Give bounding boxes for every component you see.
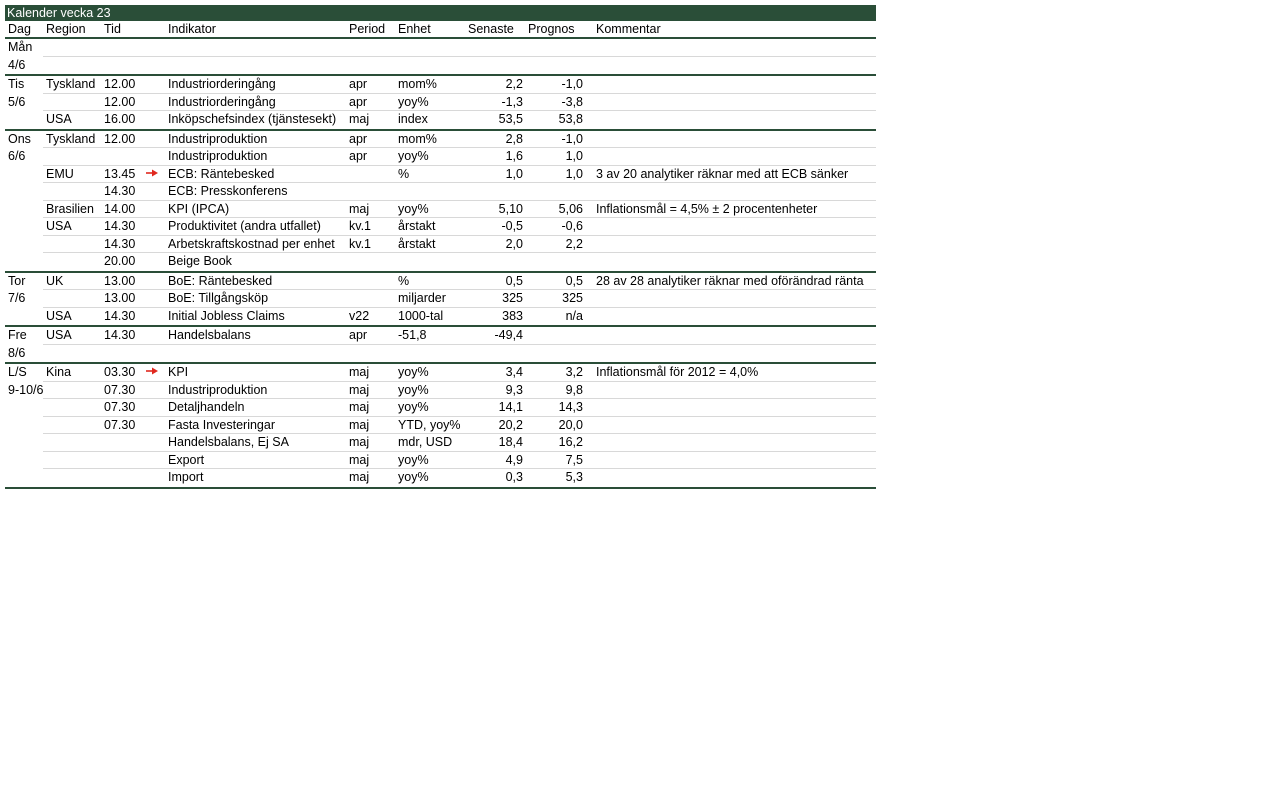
cell-period: maj (349, 452, 370, 467)
cell-indikator: BoE: Räntebesked (168, 273, 273, 288)
cell-prognos: 3,2 (565, 365, 583, 379)
cell-period: apr (349, 131, 368, 146)
cell-enhet: årstakt (398, 236, 436, 251)
cell-region: Brasilien (46, 201, 94, 216)
table-row (5, 417, 876, 435)
cell-dag: L/S (8, 365, 27, 379)
cell-enhet: 1000-tal (398, 308, 444, 323)
table-row (5, 452, 876, 470)
cell-enhet: % (398, 273, 410, 288)
cell-senaste: 1,0 (505, 166, 523, 181)
header-row (5, 21, 876, 39)
cell-prognos: -3,8 (561, 94, 583, 109)
cell-senaste: -49,4 (494, 328, 523, 342)
cell-indikator: Industriproduktion (168, 131, 268, 146)
cell-period: maj (349, 470, 370, 484)
cell-senaste: 2,8 (505, 131, 523, 146)
table-row (5, 201, 876, 219)
cell-indikator: Industriorderingång (168, 94, 276, 109)
cell-dag: 7/6 (8, 291, 26, 305)
cell-region: EMU (46, 166, 74, 181)
cell-senaste (463, 345, 523, 363)
cell-kommentar: Inflationsmål = 4,5% ± 2 procentenheter (596, 201, 818, 216)
cell-senaste: 0,5 (505, 273, 523, 288)
cell-period: maj (349, 201, 370, 216)
cell-enhet: yoy% (398, 452, 429, 467)
cell-prognos: 5,06 (558, 201, 583, 216)
cell-prognos (523, 57, 583, 75)
cell-indikator: Produktivitet (andra utfallet) (168, 219, 321, 233)
cell-indikator: ECB: Presskonferens (168, 184, 288, 198)
cell-enhet: mom% (398, 131, 437, 146)
table-row (5, 308, 876, 328)
sheet-title: Kalender vecka 23 (5, 5, 876, 21)
cell-period: maj (349, 382, 370, 397)
cell-period: kv.1 (349, 219, 371, 233)
table-row (5, 327, 876, 345)
cell-enhet: mdr, USD (398, 435, 453, 449)
cell-dag: Mån (8, 40, 33, 54)
cell-period: maj (349, 112, 370, 126)
table-row (5, 183, 876, 201)
cell-dag: 5/6 (8, 94, 26, 109)
header-region: Region (46, 22, 86, 36)
cell-enhet: yoy% (398, 365, 429, 379)
cell-enhet: yoy% (398, 400, 429, 414)
red-arrow-icon (146, 364, 158, 382)
cell-enhet: yoy% (398, 201, 429, 216)
cell-tid: 07.30 (104, 417, 136, 432)
cell-senaste: 1,6 (505, 149, 523, 163)
cell-region: Tyskland (46, 131, 96, 146)
cell-dag: 9-10/6 (8, 382, 44, 397)
table-row (5, 236, 876, 254)
cell-tid: 14.30 (104, 328, 136, 342)
cell-tid: 03.30 (104, 365, 136, 379)
cell-senaste: -0,5 (501, 219, 523, 233)
cell-prognos: 9,8 (565, 382, 583, 397)
cell-enhet: YTD, yoy% (398, 417, 461, 432)
cell-region: USA (46, 308, 72, 323)
table-row (5, 148, 876, 166)
cell-senaste: 9,3 (505, 382, 523, 397)
cell-senaste (463, 253, 523, 271)
cell-enhet: årstakt (398, 219, 436, 233)
cell-prognos (523, 253, 583, 271)
cell-enhet: yoy% (398, 382, 429, 397)
cell-prognos: 53,8 (558, 112, 583, 126)
cell-prognos (523, 327, 583, 345)
cell-period: apr (349, 149, 368, 163)
cell-tid: 12.00 (104, 94, 136, 109)
cell-period: maj (349, 435, 370, 449)
header-period: Period (349, 22, 386, 36)
cell-tid: 13.00 (104, 273, 136, 288)
cell-indikator: Industriproduktion (168, 149, 268, 163)
cell-enhet: % (398, 166, 410, 181)
cell-enhet: mom% (398, 77, 437, 91)
cell-tid: 12.00 (104, 131, 136, 146)
cell-dag: 4/6 (8, 57, 26, 72)
cell-region: UK (46, 273, 64, 288)
table-row (5, 94, 876, 112)
calendar-rows (5, 39, 876, 489)
cell-region: USA (46, 328, 72, 342)
table-row (5, 434, 876, 452)
cell-senaste: 53,5 (498, 112, 523, 126)
cell-senaste: 0,3 (505, 470, 523, 484)
cell-senaste: 325 (502, 291, 523, 305)
cell-period: maj (349, 400, 370, 414)
cell-enhet: index (398, 112, 428, 126)
cell-indikator: Detaljhandeln (168, 400, 245, 414)
cell-tid: 20.00 (104, 254, 136, 268)
cell-region: Tyskland (46, 77, 96, 91)
cell-prognos: 0,5 (565, 273, 583, 288)
cell-senaste: 18,4 (498, 435, 523, 449)
cell-indikator: Industriorderingång (168, 77, 276, 91)
cell-indikator: Beige Book (168, 254, 232, 268)
cell-senaste: 3,4 (505, 365, 523, 379)
table-row (5, 382, 876, 400)
header-senaste: Senaste (468, 22, 514, 36)
cell-indikator: Inköpschefsindex (tjänstesekt) (168, 112, 337, 126)
cell-prognos (523, 39, 583, 57)
cell-tid: 13.45 (104, 166, 136, 181)
cell-senaste: 20,2 (498, 417, 523, 432)
cell-senaste: 2,2 (505, 77, 523, 91)
table-row (5, 469, 876, 489)
cell-prognos: 1,0 (565, 149, 583, 163)
table-row (5, 111, 876, 131)
cell-indikator: ECB: Räntebesked (168, 166, 275, 181)
cell-tid: 07.30 (104, 382, 136, 397)
red-arrow-icon (146, 166, 158, 184)
cell-prognos: 1,0 (565, 166, 583, 181)
cell-prognos: 7,5 (565, 452, 583, 467)
header-dag: Dag (8, 22, 31, 36)
table-row (5, 273, 876, 291)
cell-kommentar: Inflationsmål för 2012 = 4,0% (596, 365, 759, 379)
cell-tid: 16.00 (104, 112, 136, 126)
header-enhet: Enhet (398, 22, 431, 36)
cell-dag: Tor (8, 273, 26, 288)
table-row (5, 218, 876, 236)
cell-period: apr (349, 77, 368, 91)
cell-prognos (523, 345, 583, 363)
cell-tid: 07.30 (104, 400, 136, 414)
cell-kommentar: 3 av 20 analytiker räknar med att ECB sänker (596, 166, 849, 181)
table-row (5, 76, 876, 94)
cell-tid: 13.00 (104, 291, 136, 305)
cell-indikator: KPI (IPCA) (168, 201, 230, 216)
cell-prognos (523, 183, 583, 201)
cell-period: v22 (349, 308, 370, 323)
cell-indikator: Industriproduktion (168, 382, 268, 397)
cell-indikator: Handelsbalans, Ej SA (168, 435, 289, 449)
cell-tid: 14.30 (104, 184, 136, 198)
table-row (5, 57, 876, 77)
cell-prognos: -1,0 (561, 131, 583, 146)
cell-period: apr (349, 328, 368, 342)
cell-tid: 14.30 (104, 236, 136, 251)
cell-period: maj (349, 365, 370, 379)
table-row (5, 131, 876, 149)
cell-dag: Tis (8, 77, 25, 91)
cell-tid: 12.00 (104, 77, 136, 91)
cell-prognos: 5,3 (565, 470, 583, 484)
table-row (5, 166, 876, 184)
cell-period: maj (349, 417, 370, 432)
cell-enhet: yoy% (398, 94, 429, 109)
cell-indikator: KPI (168, 365, 189, 379)
table-row (5, 39, 876, 57)
cell-kommentar: 28 av 28 analytiker räknar med oförändrad ränta (596, 273, 864, 288)
cell-enhet: yoy% (398, 470, 429, 484)
cell-senaste: 14,1 (498, 400, 523, 414)
cell-dag: 6/6 (8, 149, 26, 163)
cell-indikator: Import (168, 470, 204, 484)
table-row (5, 290, 876, 308)
cell-prognos: 14,3 (558, 400, 583, 414)
cell-indikator: Export (168, 452, 205, 467)
cell-senaste: 5,10 (498, 201, 523, 216)
cell-tid: 14.30 (104, 308, 136, 323)
cell-dag: 8/6 (8, 345, 26, 360)
cell-enhet: -51,8 (398, 328, 427, 342)
cell-senaste: 383 (502, 308, 523, 323)
cell-prognos: 20,0 (558, 417, 583, 432)
cell-region: Kina (46, 365, 72, 379)
cell-indikator: Handelsbalans (168, 328, 251, 342)
table-row (5, 345, 876, 365)
cell-senaste (463, 57, 523, 75)
table-row (5, 364, 876, 382)
cell-dag: Ons (8, 131, 31, 146)
cell-prognos: -1,0 (561, 77, 583, 91)
calendar-sheet (5, 5, 876, 489)
table-row (5, 399, 876, 417)
cell-enhet: miljarder (398, 291, 446, 305)
cell-tid: 14.00 (104, 201, 136, 216)
cell-period: kv.1 (349, 236, 371, 251)
cell-prognos: 16,2 (558, 435, 583, 449)
cell-senaste: 4,9 (505, 452, 523, 467)
cell-prognos: 2,2 (565, 236, 583, 251)
cell-senaste: 2,0 (505, 236, 523, 251)
cell-senaste (463, 183, 523, 201)
cell-indikator: Fasta Investeringar (168, 417, 275, 432)
header-kommentar: Kommentar (596, 22, 661, 36)
header-tid: Tid (104, 22, 121, 36)
cell-indikator: BoE: Tillgångsköp (168, 291, 269, 305)
cell-senaste (463, 39, 523, 57)
cell-period: apr (349, 94, 368, 109)
cell-enhet: yoy% (398, 149, 429, 163)
cell-prognos: n/a (565, 308, 583, 323)
cell-prognos: 325 (562, 291, 583, 305)
cell-indikator: Initial Jobless Claims (168, 308, 285, 323)
header-indikator: Indikator (168, 22, 216, 36)
cell-prognos: -0,6 (561, 219, 583, 233)
cell-tid: 14.30 (104, 219, 136, 233)
cell-region: USA (46, 112, 72, 126)
cell-region: USA (46, 219, 72, 233)
cell-senaste: -1,3 (501, 94, 523, 109)
table-row (5, 253, 876, 273)
cell-dag: Fre (8, 328, 27, 342)
cell-indikator: Arbetskraftskostnad per enhet (168, 236, 335, 251)
header-prognos: Prognos (528, 22, 575, 36)
